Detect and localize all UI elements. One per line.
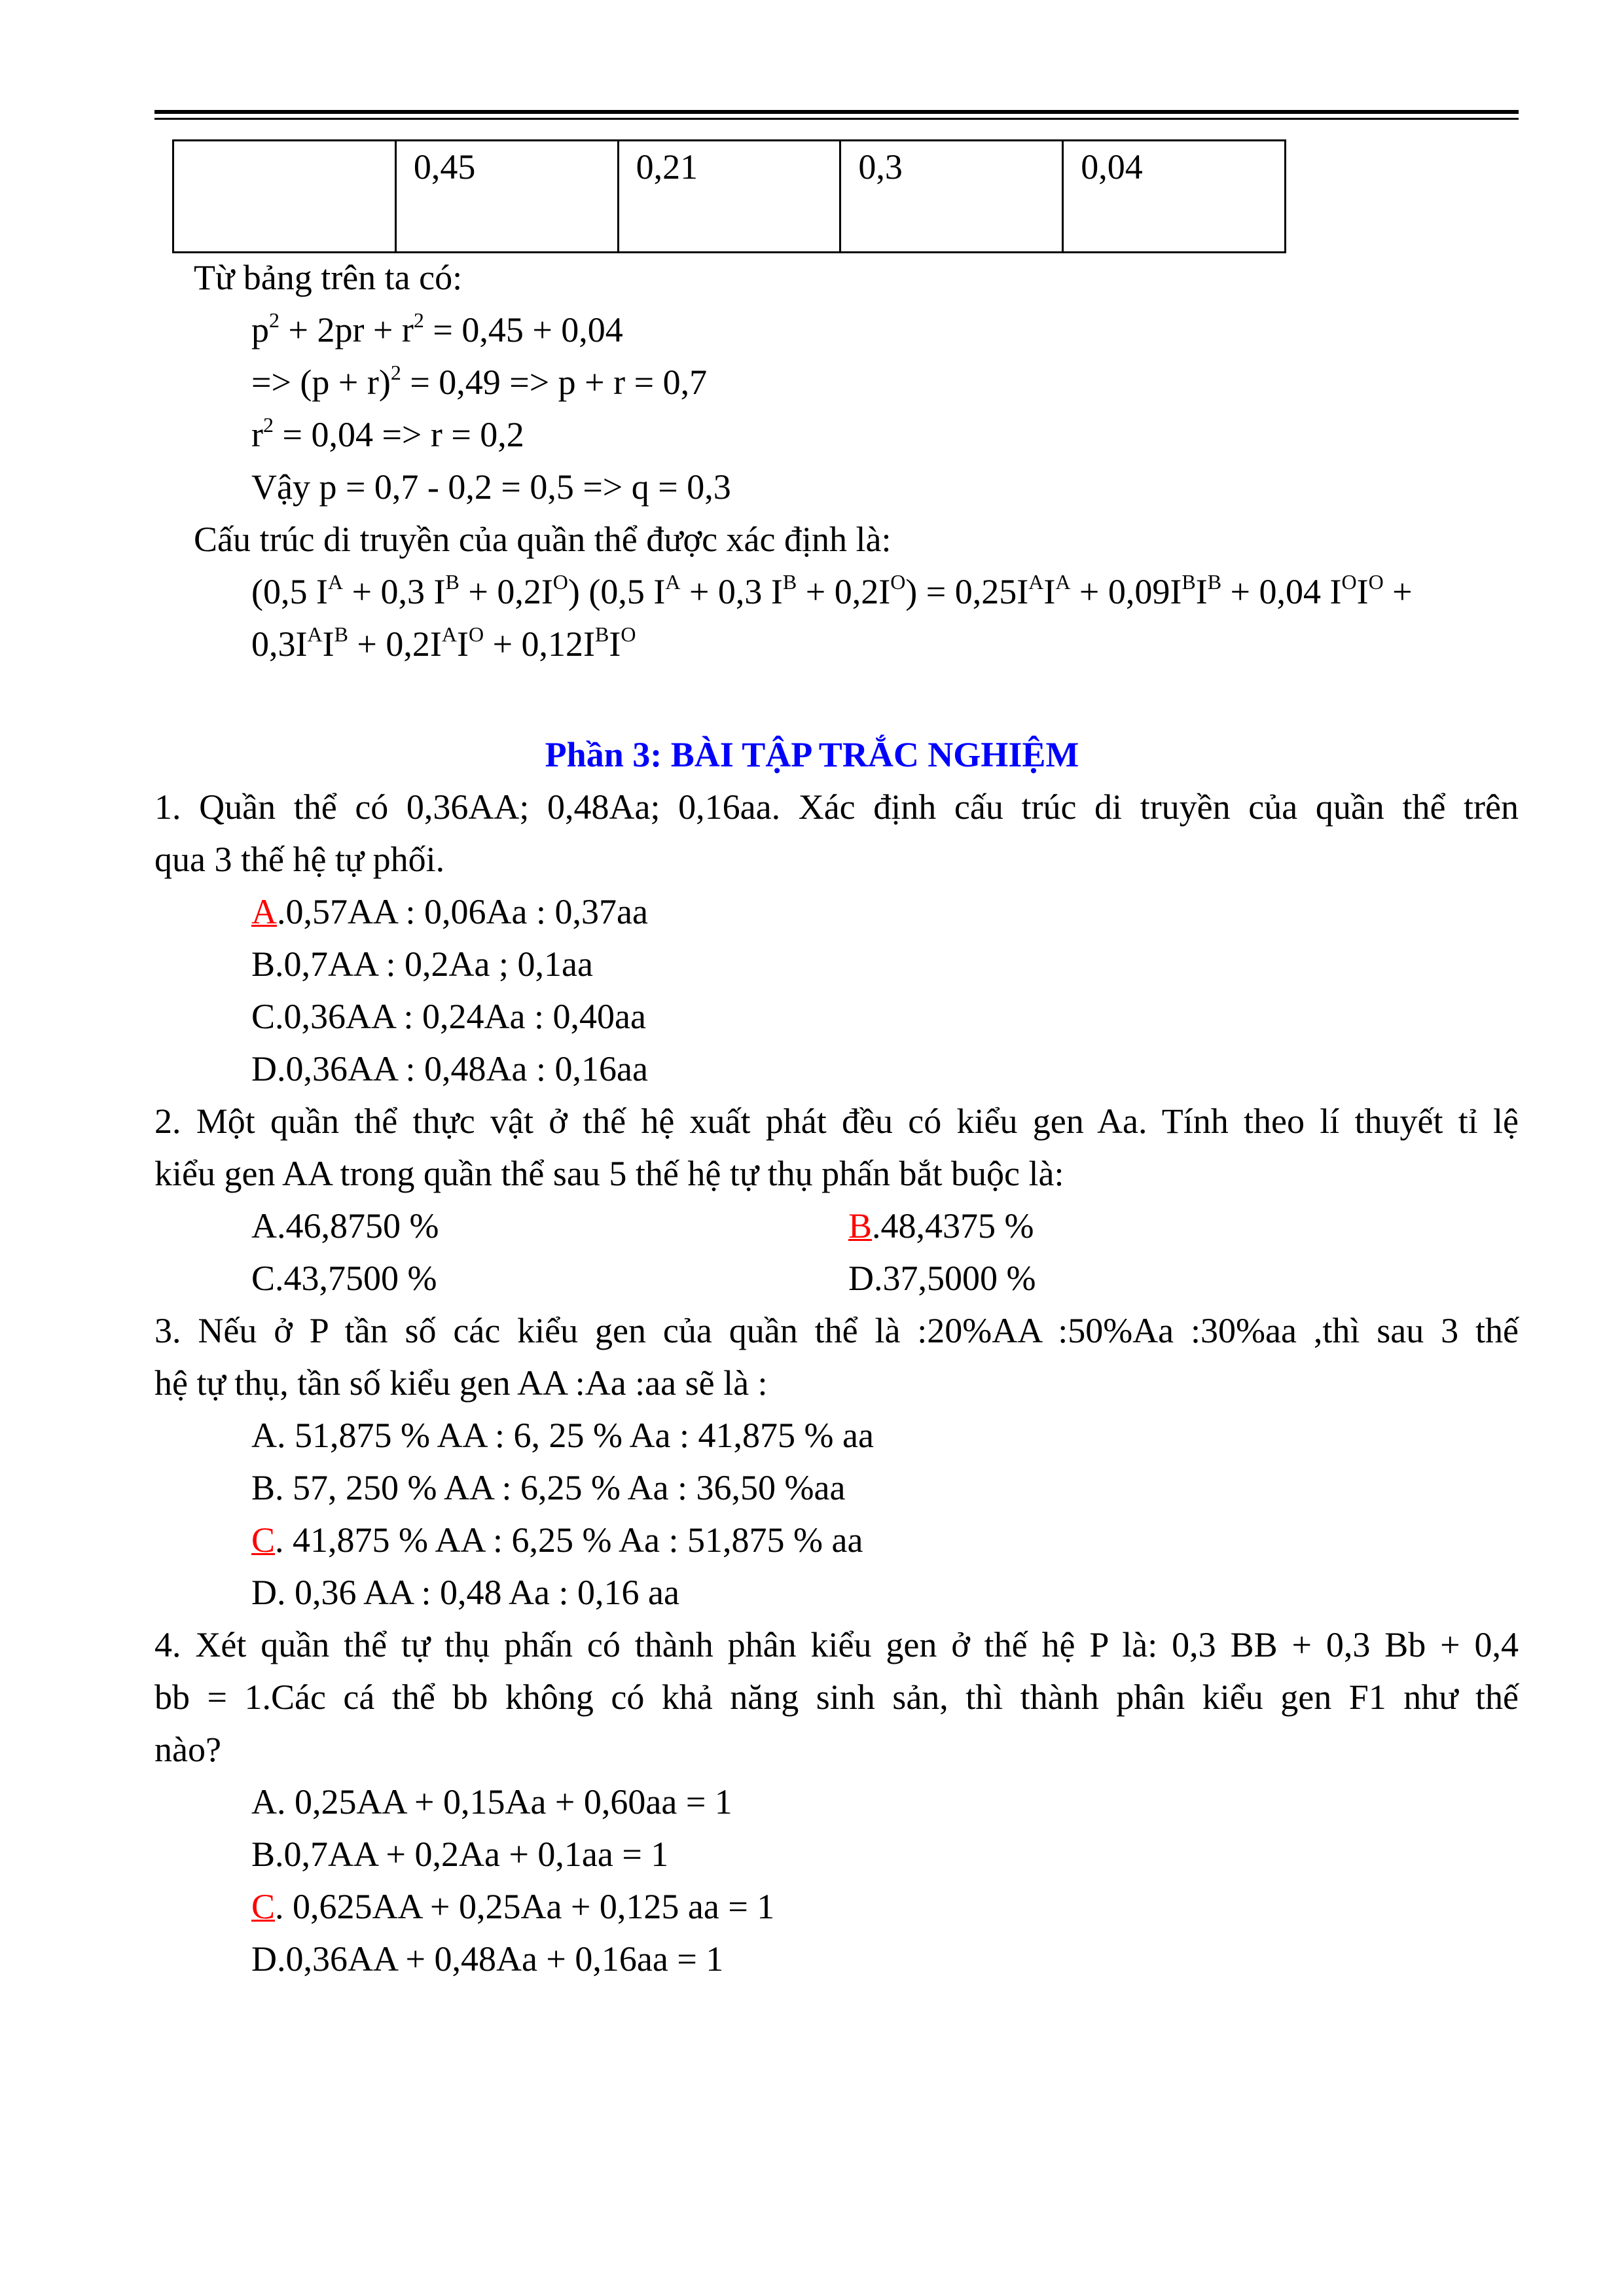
answer-letter: A	[251, 892, 277, 931]
table-cell: 0,21	[618, 141, 840, 253]
structure-intro: Cấu trúc di truyền của quần thể được xác định là:	[194, 520, 892, 559]
q3-option-d: D. 0,36 AA : 0,48 Aa : 0,16 aa	[251, 1573, 679, 1612]
question-4-text-end: nào?	[154, 1730, 221, 1769]
question-3-text: 3. Nếu ở P tần số các kiểu gen của quần thể là :20%AA :50%Aa :30%aa ,thì sau 3 thế	[154, 1311, 1519, 1350]
question-1-text-cont: qua 3 thế hệ tự phối.	[154, 840, 445, 879]
section-heading: Phần 3: BÀI TẬP TRẮC NGHIỆM	[545, 735, 1079, 774]
equation-line: Vậy p = 0,7 - 0,2 = 0,5 => q = 0,3	[251, 467, 731, 507]
answer-letter: C	[251, 1520, 276, 1560]
solution-intro: Từ bảng trên ta có:	[194, 258, 463, 297]
answer-letter: B	[848, 1206, 873, 1246]
header-rule-thick	[154, 110, 1519, 114]
q4-option-a: A. 0,25AA + 0,15Aa + 0,60aa = 1	[251, 1782, 732, 1821]
q2-option-b: B.48,4375 %	[848, 1206, 1034, 1246]
question-4-text-cont: bb = 1.Các cá thể bb không có khả năng sinh sản, thì thành phân kiểu gen F1 như thế	[154, 1677, 1519, 1717]
equation-line: $r^2 = 0,04 => r = 0,2$	[251, 413, 524, 454]
q1-option-b: B.0,7AA : 0,2Aa ; 0,1aa	[251, 944, 593, 984]
q2-option-a: A.46,8750 %	[251, 1206, 439, 1246]
q4-option-c: C. 0,625AA + 0,25Aa + 0,125 aa = 1	[251, 1887, 775, 1926]
equation-line: => $(p + r)^2 = 0,49 => p + r = 0,7$	[251, 361, 708, 402]
q1-option-a: A.0,57AA : 0,06Aa : 0,37aa	[251, 892, 648, 931]
q3-option-c: C. 41,875 % AA : 6,25 % Aa : 51,875 % aa	[251, 1520, 863, 1560]
table-cell: 0,04	[1063, 141, 1286, 253]
q3-option-b: B. 57, 250 % AA : 6,25 % Aa : 36,50 %aa	[251, 1468, 846, 1507]
question-1-text: 1. Quần thể có 0,36AA; 0,48Aa; 0,16aa. Xác định cấu trúc di truyền của quần thể trên	[154, 787, 1519, 827]
q2-option-c: C.43,7500 %	[251, 1259, 437, 1298]
q4-option-b: B.0,7AA + 0,2Aa + 0,1aa = 1	[251, 1835, 669, 1874]
q1-option-c: C.0,36AA : 0,24Aa : 0,40aa	[251, 997, 646, 1036]
answer-letter: C	[251, 1887, 276, 1926]
q2-option-d: D.37,5000 %	[848, 1259, 1036, 1298]
table-cell: 0,3	[840, 141, 1063, 253]
q4-option-d: D.0,36AA + 0,48Aa + 0,16aa = 1	[251, 1939, 724, 1979]
table-cell: 0,45	[395, 141, 618, 253]
genetic-structure-formula: (0,5 $I^A + 0,3$ $I^B + 0,2I^O$) (0,5 $I^A + 0,3$ $I^B + 0,2I^O) = 0,25I^AI^A + 0,09I^BI^B + 0,04$ $I^OI^O$ +	[251, 570, 1413, 611]
question-3-text-cont: hệ tự thụ, tần số kiểu gen AA :Aa :aa sẽ là :	[154, 1363, 768, 1403]
table-cell	[173, 141, 396, 253]
question-2-text-cont: kiểu gen AA trong quần thể sau 5 thế hệ tự thụ phấn bắt buộc là:	[154, 1154, 1064, 1193]
allele-frequency-table	[172, 139, 1286, 253]
q1-option-d: D.0,36AA : 0,48Aa : 0,16aa	[251, 1049, 648, 1088]
q3-option-a: A. 51,875 % AA : 6, 25 % Aa : 41,875 % aa	[251, 1416, 874, 1455]
genetic-structure-formula-cont: $0,3I^AI^B + 0,2I^AI^O + 0,12I^BI^O$	[251, 622, 636, 664]
question-2-text: 2. Một quần thể thực vật ở thế hệ xuất phát đều có kiểu gen Aa. Tính theo lí thuyết tỉ lệ	[154, 1102, 1519, 1141]
question-4-text: 4. Xét quần thể tự thụ phấn có thành phân kiểu gen ở thế hệ P là: 0,3 BB + 0,3 Bb + 0,4	[154, 1625, 1519, 1664]
table-row	[173, 141, 1286, 253]
header-rule-thin	[154, 118, 1519, 120]
equation-line: $p^2 + 2pr + r^2 = 0,45 + 0,04$	[251, 308, 623, 350]
